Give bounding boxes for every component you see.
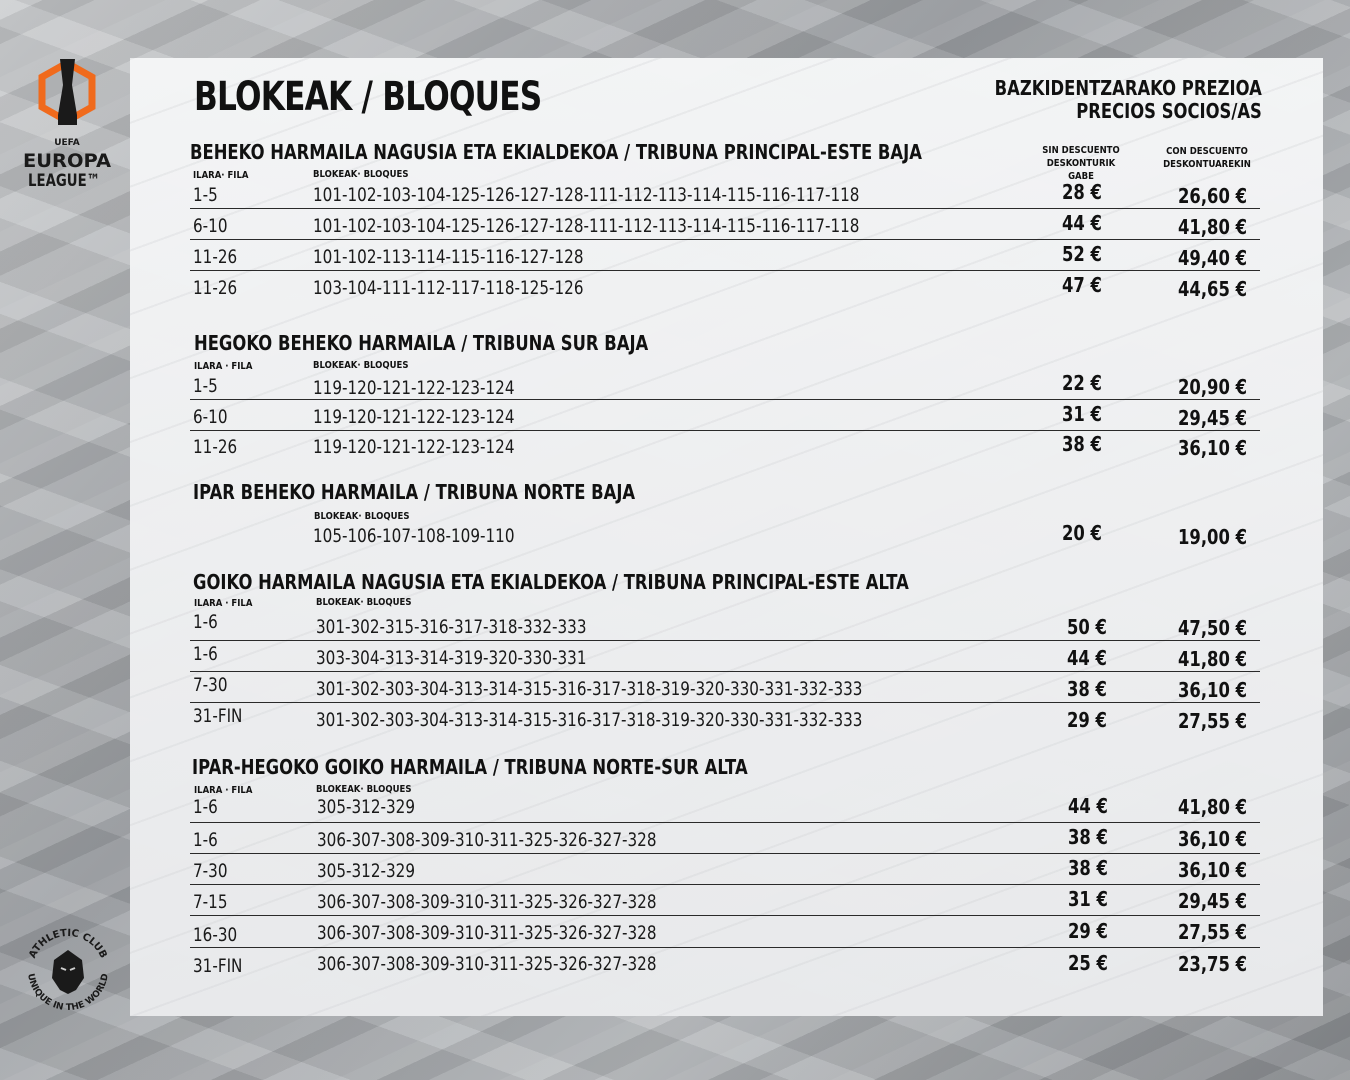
- table-row: 11-26 101-102-113-114-115-116-127-128 52 € 49,40 €: [190, 240, 1260, 271]
- price-header-eu: BAZKIDENTZARAKO PREZIOA: [994, 76, 1262, 100]
- svg-text:ATHLETIC CLUB: ATHLETIC CLUB: [27, 927, 109, 961]
- fila-label: ILARA · FILA: [194, 361, 253, 372]
- svg-text:EUROPA: EUROPA: [23, 150, 112, 172]
- bloques-label: BLOKEAK· BLOQUES: [314, 511, 410, 522]
- section-title: IPAR BEHEKO HARMAILA / TRIBUNA NORTE BAJA: [193, 480, 636, 504]
- table-row: 1-6 305-312-329 44 € 41,80 €: [190, 792, 1260, 823]
- athletic-club-badge: [18, 920, 118, 1020]
- fila-label: ILARA · FILA: [194, 598, 253, 609]
- europa-league-logo: [20, 55, 115, 195]
- table-row: 105-106-107-108-109-110 20 € 19,00 €: [313, 521, 1247, 549]
- table-row: 7-30 301-302-303-304-313-314-315-316-317-318-319-320-330-331-332-333 38 € 36,10 €: [190, 672, 1260, 703]
- bloques-label: BLOKEAK· BLOQUES: [316, 784, 412, 795]
- table-row: 31-FIN 306-307-308-309-310-311-325-326-327-328 25 € 23,75 €: [193, 951, 1247, 977]
- col-head-no-discount: SIN DESCUENTO DESKONTURIK GABE: [1042, 145, 1120, 182]
- table-row: 1-5 119-120-121-122-123-124 22 € 20,90 €: [190, 369, 1260, 400]
- page-title: BLOKEAK / BLOQUES: [194, 74, 542, 120]
- table-row: 1-6 303-304-313-314-319-320-330-331 44 € 41,80 €: [190, 641, 1260, 672]
- fila-label: ILARA· FILA: [193, 170, 249, 181]
- price-header: [995, 77, 1262, 123]
- table-row: 31-FIN 301-302-303-304-313-314-315-316-317-318-319-320-330-331-332-333 29 € 27,55 €: [193, 705, 1247, 733]
- section-title: GOIKO HARMAILA NAGUSIA ETA EKIALDEKOA / TRIBUNA PRINCIPAL-ESTE ALTA: [193, 570, 909, 594]
- svg-text:UEFA: UEFA: [54, 138, 80, 148]
- section-title: HEGOKO BEHEKO HARMAILA / TRIBUNA SUR BAJA: [194, 331, 649, 355]
- col-head-discount: CON DESCUENTO DESKONTUAREKIN: [1163, 146, 1251, 170]
- table-row: 7-15 306-307-308-309-310-311-325-326-327-328 31 € 29,45 €: [190, 885, 1260, 916]
- bloques-label: BLOKEAK· BLOQUES: [313, 169, 409, 180]
- svg-text:LEAGUE™: LEAGUE™: [28, 171, 100, 191]
- table-row: 1-6 301-302-315-316-317-318-332-333 50 € 47,50 €: [190, 610, 1260, 641]
- bloques-label: BLOKEAK· BLOQUES: [313, 360, 409, 371]
- table-row: 6-10 101-102-103-104-125-126-127-128-111-112-113-114-115-116-117-118 44 € 41,80 €: [190, 209, 1260, 240]
- table-row: 1-6 306-307-308-309-310-311-325-326-327-328 38 € 36,10 €: [190, 823, 1260, 854]
- table-row: 16-30 306-307-308-309-310-311-325-326-327-328 29 € 27,55 €: [190, 917, 1260, 948]
- bloques-label: BLOKEAK· BLOQUES: [316, 597, 412, 608]
- fila-label: ILARA · FILA: [194, 785, 253, 796]
- table-row: 6-10 119-120-121-122-123-124 31 € 29,45 €: [190, 400, 1260, 431]
- table-row: 7-30 305-312-329 38 € 36,10 €: [190, 854, 1260, 885]
- table-row: 11-26 119-120-121-122-123-124 38 € 36,10 €: [193, 432, 1247, 460]
- svg-text:UNIQUE IN THE WORLD: UNIQUE IN THE WORLD: [25, 972, 111, 1014]
- table-row: 11-26 103-104-111-112-117-118-125-126 47 € 44,65 €: [193, 273, 1247, 301]
- section-title: BEHEKO HARMAILA NAGUSIA ETA EKIALDEKOA / TRIBUNA PRINCIPAL-ESTE BAJA: [190, 140, 922, 164]
- section-title: IPAR-HEGOKO GOIKO HARMAILA / TRIBUNA NORTE-SUR ALTA: [192, 755, 748, 779]
- price-header-es: PRECIOS SOCIOS/AS: [1076, 99, 1262, 123]
- table-row: 1-5 101-102-103-104-125-126-127-128-111-112-113-114-115-116-117-118 28 € 26,60 €: [190, 178, 1260, 209]
